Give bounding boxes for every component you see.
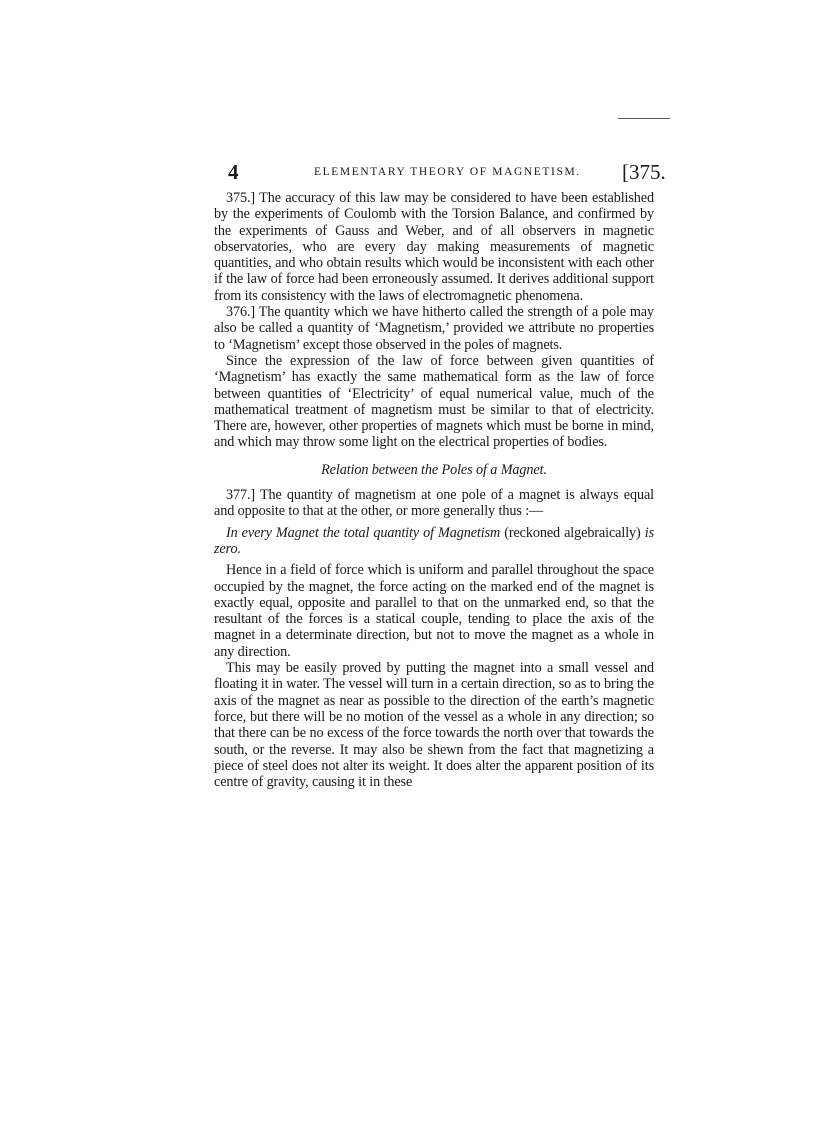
body-text — [214, 190, 654, 790]
paragraph-377-proof: This may be easily proved by putting the magnet into a small vessel and floating it in water. The vessel will turn in a certain direction, so as to bring the axis of the magnet as near as possible to the direction of the earth’s magnetic force, but there will be no motion of the vessel as a whole in any direction; so that there can be no excess of the force towards the north over that towards the south, or the reverse. It may also be shewn from the fact that magnetizing a piece of steel does not alter its weight. It does alter the apparent position of its centre of gravity, causing it in these — [214, 660, 654, 791]
section-heading: Relation between the Poles of a Magnet. — [321, 461, 547, 478]
scan-edge-mark — [618, 118, 670, 119]
paragraph-377-continued: Hence in a field of force which is uniform and parallel throughout the space occupied by the magnet, the force acting on the marked end of the magnet is exactly equal, opposite and parallel to that on the unmarked end, so that the resultant of the forces is a statical couple, tending to place the axis of the magnet in a determinate direction, but not to move the magnet as a whole in any direction. — [214, 562, 654, 660]
paragraph-375: 375.] The accuracy of this law may be considered to have been established by the experiments of Coulomb with the Torsion Balance, and confirmed by the experiments of Gauss and Weber, and of all observers in magnetic observatories, who are every day making measurements of magnetic quantities, and who obtain results which would be inconsistent with each other if the law of force had been erroneously assumed. It derives additional support from its consistency with the laws of electromagnetic phenomena. — [214, 190, 654, 304]
law-statement — [214, 525, 654, 558]
page-header — [214, 160, 666, 190]
paragraph-376-continued: Since the expression of the law of force between given quantities of ‘Magnetism’ has exactly the same mathematical form as the law of force between quantities of ‘Electricity’ of equal numerical value, much of the mathematical treatment of magnetism must be similar to that of electricity. There are, however, other properties of magnets which must be borne in mind, and which may throw some light on the electrical properties of bodies. — [214, 352, 654, 451]
paragraph-377: 377.] The quantity of magnetism at one pole of a magnet is always equal and opposite to that at the other, or more generally thus :— — [214, 487, 654, 520]
book-page — [214, 160, 666, 791]
law-statement-italic: In every Magnet the total quantity of Magnetism — [226, 524, 501, 541]
section-marker: [375. — [622, 160, 666, 184]
running-title: ELEMENTARY THEORY OF MAGNETISM. — [314, 166, 581, 178]
paragraph-376: 376.] The quantity which we have hitherto called the strength of a pole may also be called a quantity of ‘Magnetism,’ provided we attribute no properties to ‘Magnetism’ except those observed in the poles of magnets. — [214, 304, 654, 353]
law-statement-end: is zero. — [214, 524, 654, 557]
law-statement-plain: (reckoned algebraically) — [504, 524, 641, 541]
page-number: 4 — [228, 160, 239, 184]
